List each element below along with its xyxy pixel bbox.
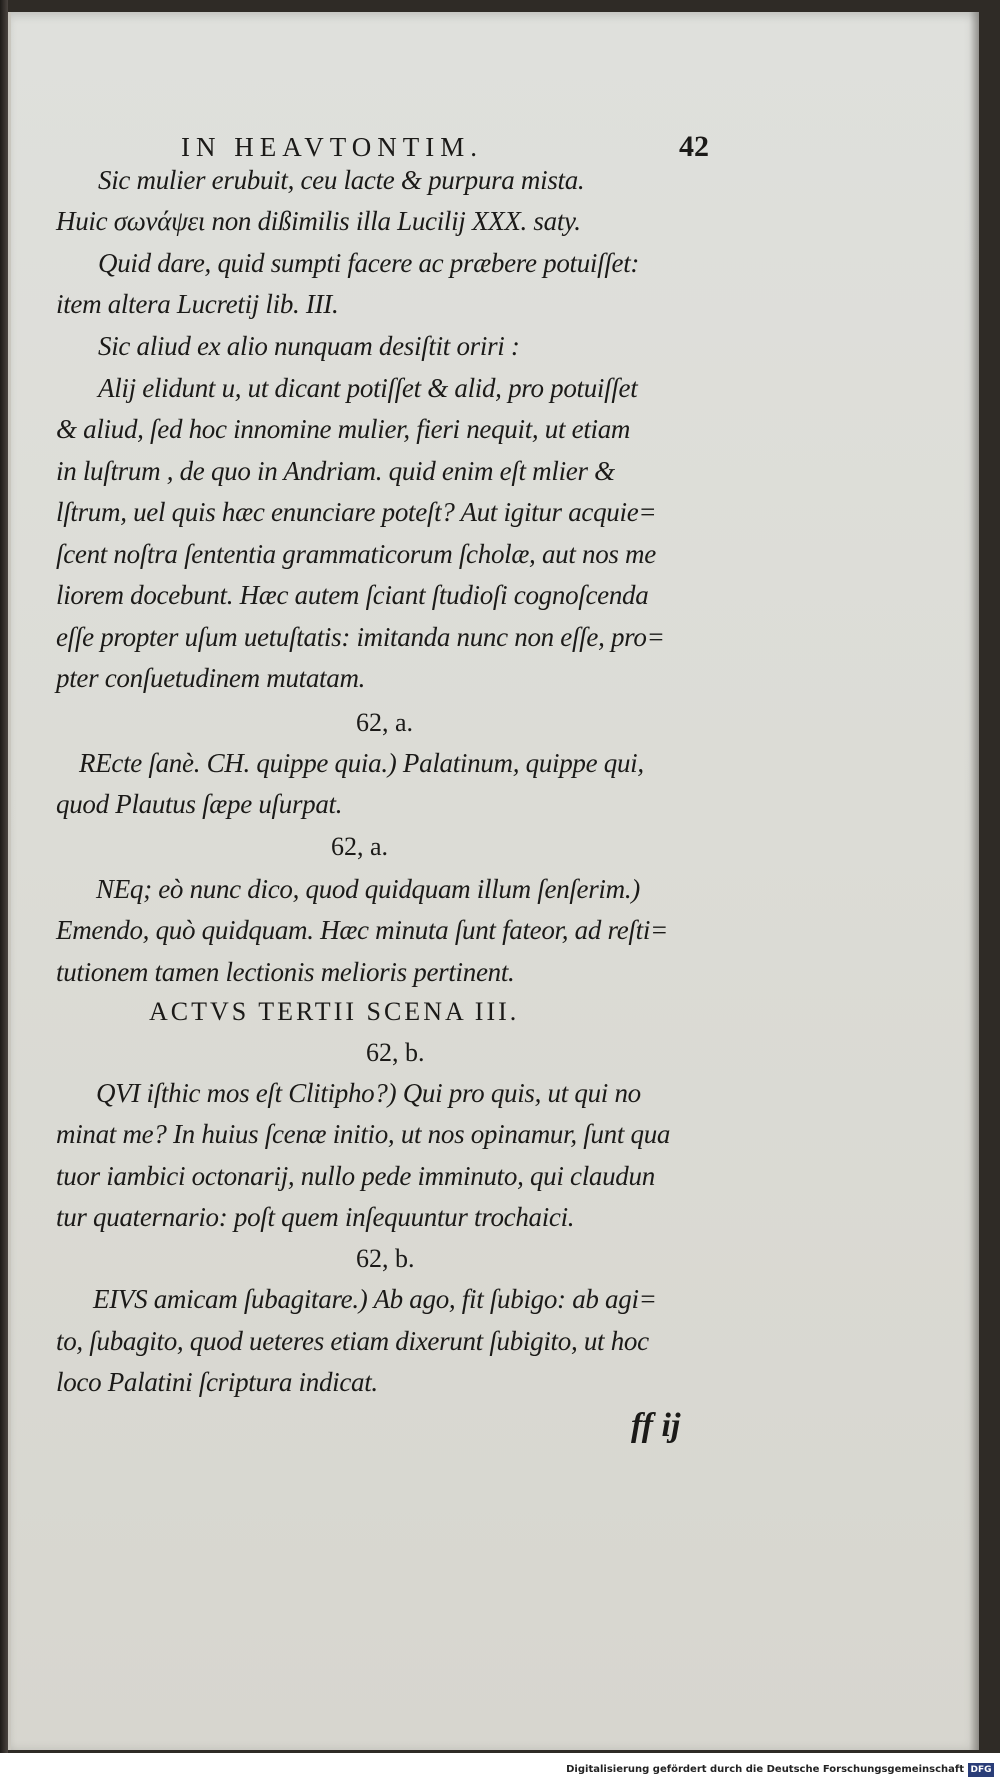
text-line: tur quaternario: poſt quem inſequuntur trochaici. — [56, 1202, 575, 1232]
signature-mark: ff ij — [631, 1407, 681, 1444]
section-reference: 62, b. — [356, 1244, 415, 1273]
book-page — [8, 12, 979, 1750]
text-line: EIVS amicam ſubagitare.) Ab ago, fit ſubigo: ab agi= — [93, 1284, 657, 1314]
text-line: minat me? In huius ſcenæ initio, ut nos opinamur, ſunt qua — [56, 1119, 671, 1149]
text-line: Alij elidunt u, ut dicant potiſſet & alid, pro potuiſſet — [98, 373, 638, 403]
text-line: REcte ſanè. CH. quippe quia.) Palatinum, quippe qui, — [79, 748, 644, 778]
page-number: 42 — [679, 130, 709, 163]
book-binding-edge — [0, 0, 8, 1783]
text-line: lſtrum, uel quis hæc enunciare poteſt? Aut igitur acquie= — [56, 497, 657, 527]
text-line: item altera Lucretij lib. III. — [56, 289, 339, 319]
text-line: to, ſubagito, quod ueteres etiam dixerunt ſubigito, ut hoc — [56, 1326, 649, 1356]
act-scene-heading: ACTVS TERTII SCENA III. — [149, 997, 520, 1026]
text-line: Sic aliud ex alio nunquam desiſtit oriri : — [98, 331, 520, 361]
text-line: in luſtrum , de quo in Andriam. quid enim eſt mlier & — [56, 456, 615, 486]
text-line: ſcent noſtra ſententia grammaticorum ſcholæ, aut nos me — [56, 539, 656, 569]
dfg-logo: DFG — [968, 1763, 994, 1777]
text-line: Emendo, quò quidquam. Hæc minuta ſunt fateor, ad reſti= — [56, 915, 668, 945]
text-line: & aliud, ſed hoc innomine mulier, fieri nequit, ut etiam — [56, 414, 631, 444]
page-text — [11, 12, 979, 1750]
section-reference: 62, b. — [366, 1038, 425, 1067]
text-line: liorem docebunt. Hæc autem ſciant ſtudioſi cognoſcenda — [56, 580, 649, 610]
text-line: Sic mulier erubuit, ceu lacte & purpura mista. — [98, 165, 585, 195]
section-reference: 62, a. — [331, 832, 389, 861]
running-title: IN HEAVTONTIM. — [181, 132, 483, 162]
text-line: Quid dare, quid sumpti facere ac præbere potuiſſet: — [98, 248, 640, 278]
text-line: loco Palatini ſcriptura indicat. — [56, 1367, 378, 1397]
text-line: NEq; eò nunc dico, quod quidquam illum ſenſerim.) — [96, 874, 640, 904]
text-line: tuor iambici octonarij, nullo pede imminuto, qui claudun — [56, 1161, 655, 1191]
text-line: pter conſuetudinem mutatam. — [56, 663, 366, 693]
text-line: Huic σωνάψει non dißimilis illa Lucilij XXX. saty. — [56, 206, 581, 236]
footer-bar — [0, 1753, 1000, 1783]
text-line: QVI iſthic mos eſt Clitipho?) Qui pro quis, ut qui no — [96, 1078, 641, 1108]
funding-credit: Digitalisierung gefördert durch die Deutsche Forschungsgemeinschaft — [566, 1764, 964, 1775]
text-line: eſſe propter uſum uetuſtatis: imitanda nunc non eſſe, pro= — [56, 622, 665, 652]
section-reference: 62, a. — [356, 708, 414, 737]
text-line: quod Plautus ſæpe uſurpat. — [56, 789, 343, 819]
text-line: tutionem tamen lectionis melioris pertinent. — [56, 957, 515, 987]
